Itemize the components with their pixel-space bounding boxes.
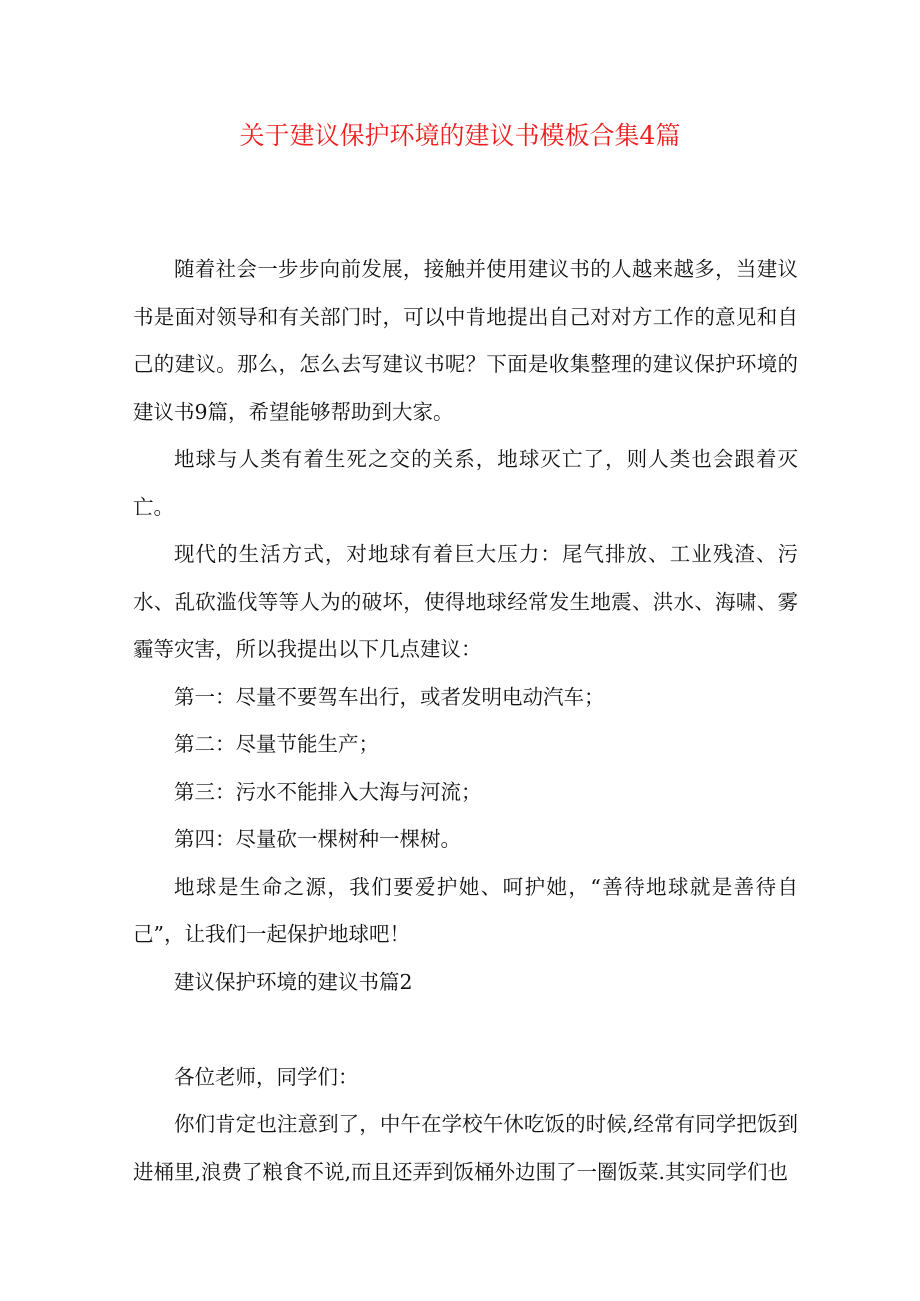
body-paragraph-2: 你们肯定也注意到了，中午在学校午休吃饭的时候,经常有同学把饭到进桶里,浪费了粮食不说,而且还弄到饭桶外边围了一圈饭菜.其实同学们也 xyxy=(133,1112,798,1184)
document-body xyxy=(133,246,798,1196)
earth-relationship-paragraph: 地球与人类有着生死之交的关系，地球灭亡了，则人类也会跟着灭亡。 xyxy=(133,447,798,519)
suggestion-4: 第四：尽量砍一棵树种一棵树。 xyxy=(174,827,461,851)
suggestion-1: 第一：尽量不要驾车出行，或者发明电动汽车； xyxy=(174,684,605,709)
closing-paragraph: 地球是生命之源，我们要爱护她、呵护她，“善待地球就是善待自己”，让我们一起保护地球吧！ xyxy=(133,874,798,946)
blank-line xyxy=(133,1006,798,1054)
suggestion-3: 第三：污水不能排入大海与河流； xyxy=(174,779,482,804)
section-heading-2: 建议保护环境的建议书篇2 xyxy=(174,969,413,994)
suggestion-2: 第二：尽量节能生产； xyxy=(174,732,379,756)
document-title: 关于建议保护环境的建议书模板合集4篇 xyxy=(239,121,681,150)
intro-paragraph: 随着社会一步步向前发展，接触并使用建议书的人越来越多，当建议书是面对领导和有关部门时，可以中肯地提出自己对对方工作的意见和自己的建议。那么，怎么去写建议书呢？下面是收集整理的建议保护环境的建议书9篇，希望能够帮助到大家。 xyxy=(133,257,798,424)
salutation: 各位老师，同学们： xyxy=(174,1064,359,1089)
modern-lifestyle-paragraph: 现代的生活方式，对地球有着巨大压力：尾气排放、工业残渣、污水、乱砍滥伐等等人为的破坏，使得地球经常发生地震、洪水、海啸、雾霾等灾害，所以我提出以下几点建议： xyxy=(133,542,798,661)
